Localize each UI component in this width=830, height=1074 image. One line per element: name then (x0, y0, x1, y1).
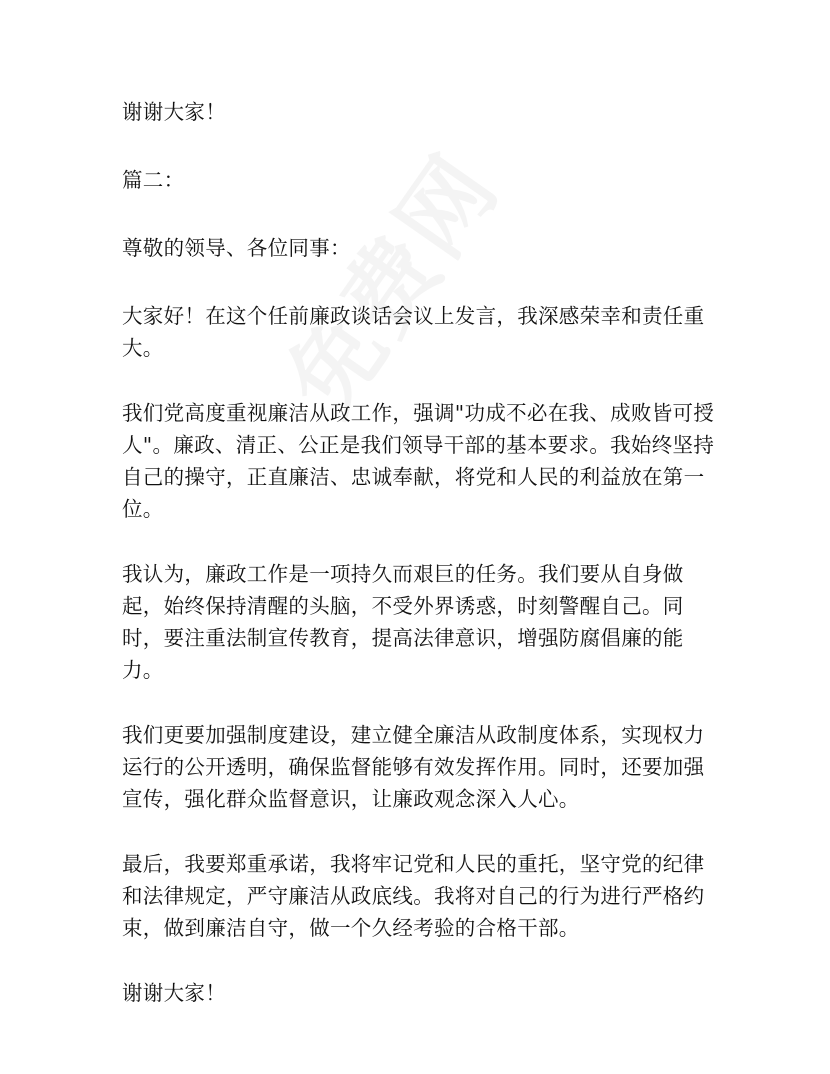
paragraph-opening: 大家好！在这个任前廉政谈话会议上发言，我深感荣幸和责任重大。 (122, 304, 705, 360)
paragraph-party-emphasis: 我们党高度重视廉洁从政工作，强调"功成不必在我、成败皆可授人"。廉政、清正、公正是我们领导干部的基本要求。我始终坚持自己的操守，正直廉洁、忠诚奉献，将党和人民的利益放在第一位。 (122, 401, 715, 521)
section-heading: 篇二： (122, 168, 185, 192)
paragraph-commitment: 最后，我要郑重承诺，我将牢记党和人民的重托，坚守党的纪律和法律规定，严守廉洁从政底线。我将对自己的行为进行严格约束，做到廉洁自守，做一个久经考验的合格干部。 (122, 852, 705, 940)
closing-thanks: 谢谢大家！ (122, 981, 226, 1005)
document-body (122, 96, 717, 1045)
closing-thanks-prev: 谢谢大家！ (122, 100, 226, 124)
salutation: 尊敬的领导、各位同事： (122, 236, 351, 260)
paragraph-institution-building: 我们更要加强制度建设，建立健全廉洁从政制度体系，实现权力运行的公开透明，确保监督能够有效发挥作用。同时，还要加强宣传，强化群众监督意识，让廉政观念深入人心。 (122, 723, 705, 811)
paragraph-personal-view: 我认为，廉政工作是一项持久而艰巨的任务。我们要从自身做起，始终保持清醒的头脑，不受外界诱惑，时刻警醒自己。同时，要注重法制宣传教育，提高法律意识，增强防腐倡廉的能力。 (122, 562, 684, 682)
